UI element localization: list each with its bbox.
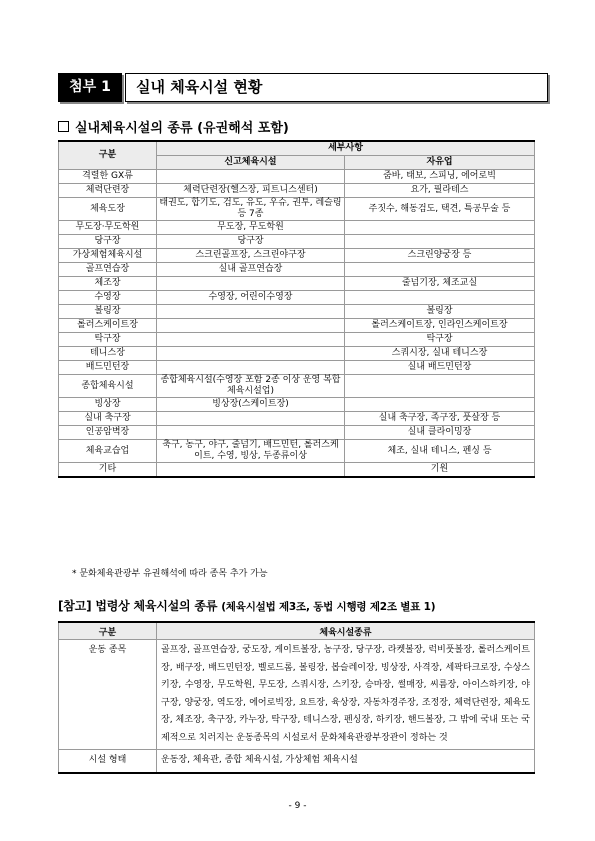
cell-free: 주짓수, 해동검도, 택견, 특공무술 등 xyxy=(345,198,535,221)
header-detail: 세부사항 xyxy=(157,141,535,156)
table-row xyxy=(59,184,535,198)
cell-category: 골프연습장 xyxy=(59,263,157,277)
table-row xyxy=(59,440,535,463)
cell-registered xyxy=(157,277,345,291)
table-row xyxy=(59,170,535,184)
cell-category: 테니스장 xyxy=(59,347,157,361)
header-types: 체육시설종류 xyxy=(157,622,535,640)
legal-facility-table xyxy=(58,621,535,774)
checkbox-square-icon xyxy=(58,121,69,132)
table-row xyxy=(59,235,535,249)
cell-registered xyxy=(157,412,345,426)
cell-registered xyxy=(157,305,345,319)
cell-registered: 태권도, 합기도, 검도, 유도, 우슈, 권투, 레슬링 등 7종 xyxy=(157,198,345,221)
section1-heading-text: 실내체육시설의 종류 (유권해석 포함) xyxy=(75,121,289,136)
page-title: 실내 체육시설 현황 xyxy=(125,73,548,102)
cell-free: 실내 배드민턴장 xyxy=(345,361,535,375)
cell-free: 줌바, 태보, 스피닝, 에어로빅 xyxy=(345,170,535,184)
table-row xyxy=(59,426,535,440)
cell-free: 스크린양궁장 등 xyxy=(345,249,535,263)
table-row xyxy=(59,750,535,773)
attachment-badge: 첨부 1 xyxy=(58,73,122,102)
cell-free: 탁구장 xyxy=(345,333,535,347)
cell-category: 무도장·무도학원 xyxy=(59,221,157,235)
title-banner xyxy=(58,73,536,102)
table-row xyxy=(59,249,535,263)
cell-category: 빙상장 xyxy=(59,398,157,412)
section2-heading-main: [참고] 법령상 체육시설의 종류 xyxy=(58,599,218,613)
table-row xyxy=(59,361,535,375)
cell-category: 종합체육시설 xyxy=(59,375,157,398)
table-row xyxy=(59,347,535,361)
header-registered: 신고체육시설 xyxy=(157,156,345,170)
table-row xyxy=(59,640,535,750)
cell-category: 운동 종목 xyxy=(59,640,157,750)
table-row xyxy=(59,333,535,347)
indoor-facility-table xyxy=(58,140,535,478)
table-row xyxy=(59,398,535,412)
cell-registered xyxy=(157,333,345,347)
cell-registered: 당구장 xyxy=(157,235,345,249)
cell-free xyxy=(345,398,535,412)
cell-registered: 체력단련장(헬스장, 피트니스센터) xyxy=(157,184,345,198)
cell-category: 체육교습업 xyxy=(59,440,157,463)
cell-types: 골프장, 골프연습장, 궁도장, 게이트볼장, 농구장, 당구장, 라켓볼장, 럭비풋볼장, 롤러스케이트장, 배구장, 배드민턴장, 벨로드롬, 볼링장, 봅슬레이장, 빙상장, 사격장, 세팍타크로장, 수상스키장, 수영장, 무도학원, 무도장, 스쿼시장, 스키장, 승마장, 썰매장, 씨름장, 아이스하키장, 야구장, 양궁장, 역도장, 에어로빅장, 요트장, 육상장, 자동차경주장, 조정장, 체력단련장, 체육도장, 체조장, 축구장, 카누장, 탁구장, 테니스장, 펜싱장, 하키장, 핸드볼장, 그 밖에 국내 또는 국제적으로 치러지는 운동종목의 시설로서 문화체육관광부장관이 정하는 것 xyxy=(157,640,535,750)
cell-registered xyxy=(157,463,345,478)
cell-registered: 빙상장(스케이트장) xyxy=(157,398,345,412)
cell-registered xyxy=(157,170,345,184)
cell-free: 요가, 필라테스 xyxy=(345,184,535,198)
cell-registered: 스크린골프장, 스크린야구장 xyxy=(157,249,345,263)
cell-registered: 축구, 농구, 야구, 줄넘기, 배드민턴, 롤러스케이트, 수영, 빙상, 두종류이상 xyxy=(157,440,345,463)
cell-registered: 종합체육시설(수영장 포함 2종 이상 운영 복합체육시설업) xyxy=(157,375,345,398)
cell-category: 볼링장 xyxy=(59,305,157,319)
table-row xyxy=(59,305,535,319)
table-row xyxy=(59,263,535,277)
cell-category: 체조장 xyxy=(59,277,157,291)
cell-category: 가상체험체육시설 xyxy=(59,249,157,263)
cell-category: 배드민턴장 xyxy=(59,361,157,375)
cell-registered xyxy=(157,361,345,375)
section2-heading-sub: (체육시설법 제3조, 동법 시행령 제2조 별표 1) xyxy=(221,601,436,613)
cell-free: 줄넘기장, 체조교실 xyxy=(345,277,535,291)
table-row xyxy=(59,221,535,235)
table-row xyxy=(59,375,535,398)
cell-free xyxy=(345,221,535,235)
header-free: 자유업 xyxy=(345,156,535,170)
cell-free: 기원 xyxy=(345,463,535,478)
cell-registered xyxy=(157,426,345,440)
table-row xyxy=(59,463,535,478)
cell-category: 기타 xyxy=(59,463,157,478)
cell-free: 실내 클라이밍장 xyxy=(345,426,535,440)
table-row xyxy=(59,198,535,221)
legal-facility-table-body xyxy=(59,640,535,773)
cell-registered: 수영장, 어린이수영장 xyxy=(157,291,345,305)
cell-category: 롤러스케이트장 xyxy=(59,319,157,333)
cell-registered xyxy=(157,347,345,361)
cell-category: 당구장 xyxy=(59,235,157,249)
cell-category: 체력단련장 xyxy=(59,184,157,198)
cell-free xyxy=(345,291,535,305)
cell-free xyxy=(345,375,535,398)
cell-category: 실내 축구장 xyxy=(59,412,157,426)
cell-category: 격렬한 GX류 xyxy=(59,170,157,184)
cell-registered xyxy=(157,319,345,333)
table-row xyxy=(59,412,535,426)
cell-free: 롤러스케이트장, 인라인스케이트장 xyxy=(345,319,535,333)
cell-category: 탁구장 xyxy=(59,333,157,347)
cell-free: 실내 축구장, 족구장, 풋살장 등 xyxy=(345,412,535,426)
section1-heading xyxy=(58,117,289,136)
table-row xyxy=(59,319,535,333)
footnote: * 문화체육관광부 유권해석에 따라 종목 추가 가능 xyxy=(72,569,268,579)
page-number: - 9 - xyxy=(288,801,307,811)
cell-types: 운동장, 체육관, 종합 체육시설, 가상체험 체육시설 xyxy=(157,750,535,773)
cell-free: 스쿼시장, 실내 테니스장 xyxy=(345,347,535,361)
cell-free: 체조, 실내 테니스, 펜싱 등 xyxy=(345,440,535,463)
cell-category: 수영장 xyxy=(59,291,157,305)
cell-free xyxy=(345,263,535,277)
indoor-facility-table-body xyxy=(59,170,535,478)
section2-heading xyxy=(58,597,435,614)
cell-free xyxy=(345,235,535,249)
table-row xyxy=(59,291,535,305)
cell-registered: 실내 골프연습장 xyxy=(157,263,345,277)
cell-category: 시설 형태 xyxy=(59,750,157,773)
header-category-2: 구분 xyxy=(59,622,157,640)
header-category: 구분 xyxy=(59,141,157,170)
cell-free: 볼링장 xyxy=(345,305,535,319)
cell-category: 체육도장 xyxy=(59,198,157,221)
cell-registered: 무도장, 무도학원 xyxy=(157,221,345,235)
table-row xyxy=(59,277,535,291)
cell-category: 인공암벽장 xyxy=(59,426,157,440)
